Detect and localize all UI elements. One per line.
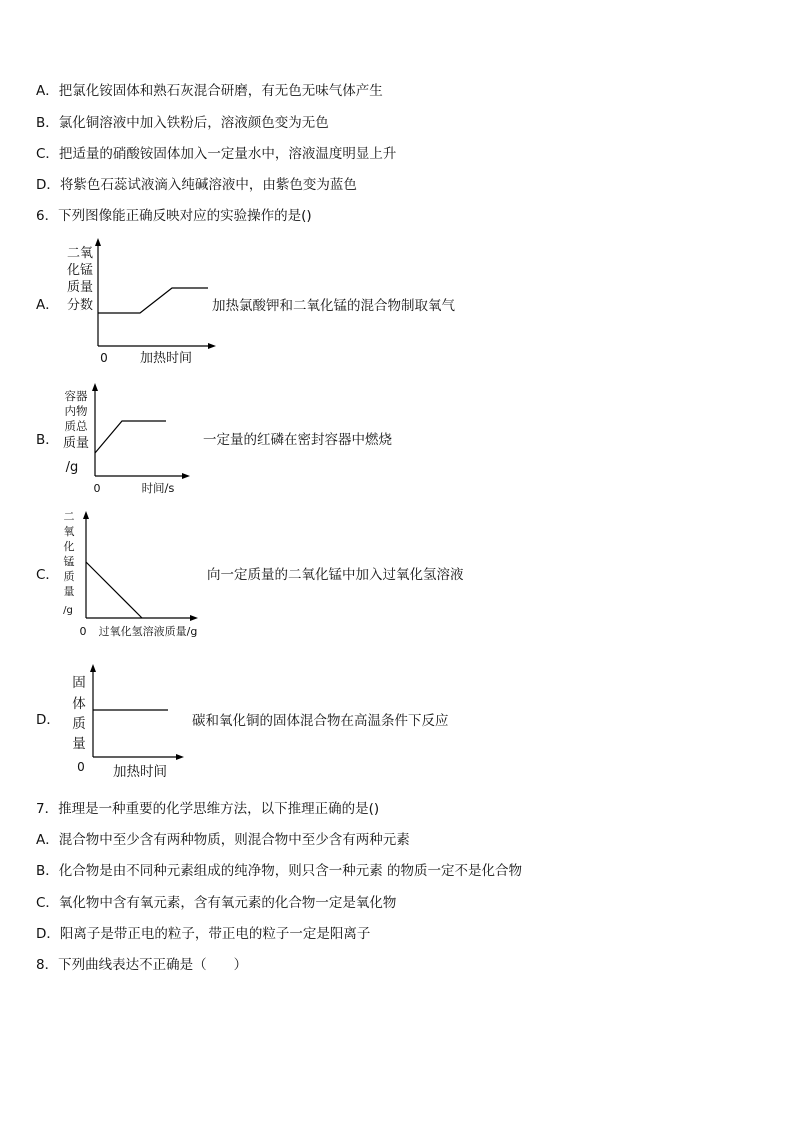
q6-option-a-caption: 加热氯酸钾和二氧化锰的混合物制取氧气 [212, 298, 455, 314]
q6-graph-c-xlabel: 过氧化氢溶液质量/g [98, 625, 198, 638]
q6-option-b-letter: B． [36, 432, 59, 448]
q6-option-d-letter: D． [36, 712, 60, 728]
q6-option-d-caption: 碳和氧化铜的固体混合物在高温条件下反应 [192, 713, 449, 729]
q6-graph-d-ylabel-1: 固 [72, 675, 86, 691]
q6-graph-a-xlabel: 加热时间 [139, 351, 193, 366]
q8-stem: 8．下列曲线表达不正确是（ ） [36, 957, 248, 973]
q6-graph-a-ylabel-1: 二氧 [66, 246, 94, 261]
q6-graph-a-ylabel-4: 分数 [66, 298, 94, 313]
q6-graph-d-ylabel-2: 体 [72, 696, 86, 712]
q6-graph-d-origin: 0 [77, 760, 85, 774]
q6-stem: 6．下列图像能正确反映对应的实验操作的是() [36, 208, 312, 224]
q6-graph-d-ylabel-4: 量 [72, 736, 86, 752]
q6-option-c-caption: 向一定质量的二氧化锰中加入过氧化氢溶液 [207, 567, 464, 583]
q6-graph-c [58, 505, 208, 645]
q6-graph-c-ylabel-7: /g [63, 605, 73, 616]
q6-graph-c-ylabel-5: 质 [63, 570, 75, 583]
q6-graph-b-ylabel-5: /g [65, 460, 79, 475]
q6-graph-c-ylabel-3: 化 [63, 540, 75, 553]
q6-graph-c-ylabel-4: 锰 [63, 555, 75, 568]
q6-graph-b-xlabel: 时间/s [141, 481, 175, 495]
q6-option-a-letter: A． [36, 297, 59, 313]
q6-graph-d-xlabel: 加热时间 [113, 764, 167, 780]
q6-graph-a-ylabel-3: 质量 [66, 280, 94, 295]
q6-graph-b-origin: 0 [93, 482, 101, 495]
q6-graph-b-ylabel-3: 质总 [64, 419, 88, 433]
q5-option-c: C．把适量的硝酸铵固体加入一定量水中，溶液温度明显上升 [36, 146, 397, 162]
q5-option-b: B．氯化铜溶液中加入铁粉后，溶液颜色变为无色 [36, 115, 329, 131]
q6-graph-c-ylabel-1: 二 [63, 510, 75, 523]
q6-graph-b-ylabel-4: 质量 [62, 436, 90, 451]
q6-option-b-caption: 一定量的红磷在密封容器中燃烧 [203, 432, 392, 448]
q7-option-a: A．混合物中至少含有两种物质，则混合物中至少含有两种元素 [36, 832, 410, 848]
q6-graph-b-ylabel-1: 容器 [64, 389, 88, 403]
q6-graph-c-origin: 0 [79, 625, 87, 638]
q6-option-c-letter: C． [36, 567, 59, 583]
q6-graph-c-ylabel-6: 量 [63, 585, 75, 598]
q6-graph-d-ylabel-3: 质 [72, 716, 86, 732]
q6-graph-b [60, 380, 200, 498]
q6-graph-a [60, 238, 220, 370]
q7-option-d: D．阳离子是带正电的粒子，带正电的粒子一定是阳离子 [36, 926, 371, 942]
q7-stem: 7．推理是一种重要的化学思维方法，以下推理正确的是() [36, 801, 380, 817]
q7-option-c: C．氧化物中含有氧元素，含有氧元素的化合物一定是氧化物 [36, 895, 397, 911]
q6-graph-c-ylabel-2: 氧 [63, 525, 75, 538]
q6-graph-a-origin: 0 [100, 351, 108, 365]
q6-graph-b-ylabel-2: 内物 [64, 404, 88, 418]
q6-graph-d [64, 660, 194, 785]
q5-option-d: D．将紫色石蕊试液滴入纯碱溶液中，由紫色变为蓝色 [36, 177, 357, 193]
q5-option-a: A．把氯化铵固体和熟石灰混合研磨，有无色无味气体产生 [36, 83, 383, 99]
q7-option-b: B．化合物是由不同种元素组成的纯净物，则只含一种元素 的物质一定不是化合物 [36, 863, 523, 879]
q6-graph-a-ylabel-2: 化锰 [66, 263, 94, 278]
